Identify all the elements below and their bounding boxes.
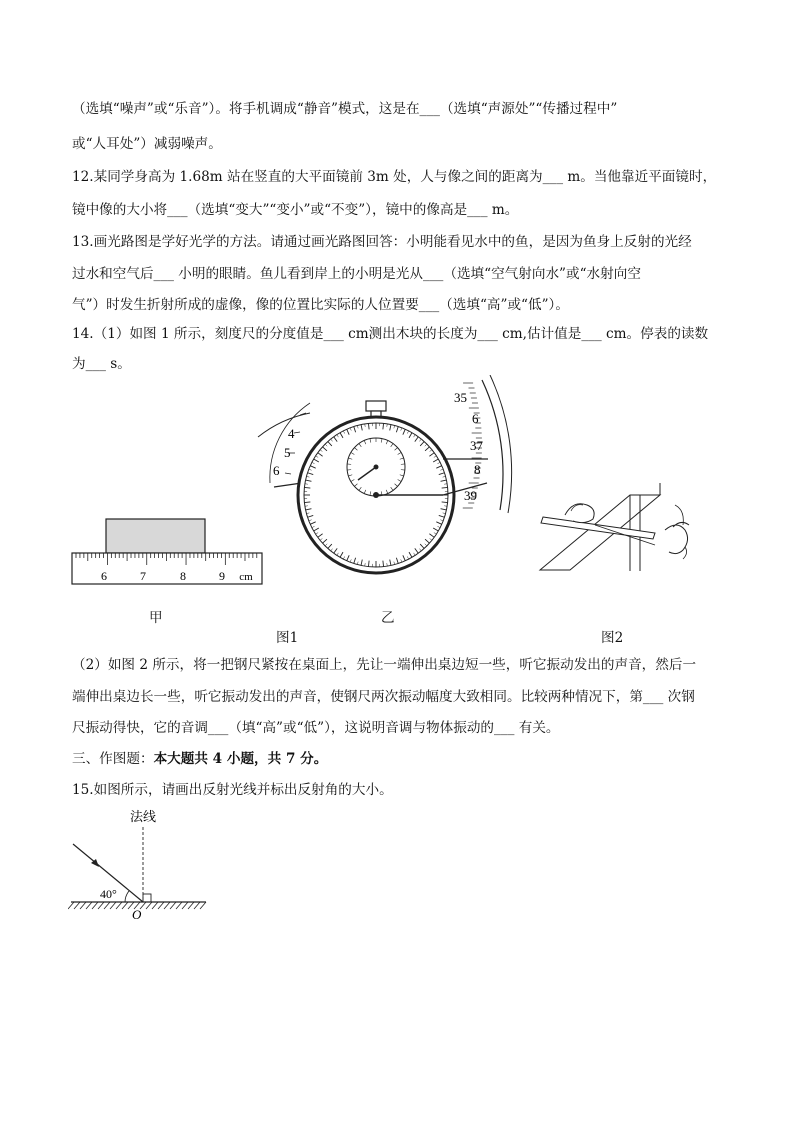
angle-label: 40° [100, 887, 117, 901]
ruler-figure [70, 515, 265, 590]
right-angle-mark [143, 894, 151, 902]
small-dial-zoom-arc [258, 413, 310, 437]
steel-ruler [541, 517, 655, 539]
left-hand [565, 504, 594, 523]
section-3-prefix: 三、作图题： [72, 751, 154, 767]
question-12-line1: 12.某同学身高为 1.68m 站在竖直的大平面镜前 3m 处，人与像之间的距离为___ m。当他靠近平面镜时， [72, 169, 717, 185]
question-13-line2: 过水和空气后___ 小明的眼睛。鱼儿看到岸上的小明是光从___（选填“空气射向水”或“水射向空 [72, 266, 641, 282]
figure2-caption: 图2 [601, 630, 624, 646]
large-dial-label-35: 35 [454, 390, 467, 405]
large-dial-label-8: 8 [474, 462, 481, 477]
angle-arc [125, 891, 129, 902]
question-12-line2: 镜中像的大小将___（选填“变大”“变小”或“不变”），镜中的像高是___ m。 [72, 202, 519, 218]
text-line-q11-cont: （选填“噪声”或“乐音”）。将手机调成“静音”模式，这是在___（选填“声源处”“传播过程中” [72, 101, 618, 117]
wooden-block [106, 519, 205, 553]
large-dial-label-37: 37 [470, 438, 483, 453]
small-dial-label-4: 4 [288, 426, 295, 441]
small-dial-label-5: 5 [284, 445, 291, 460]
question-13-line1: 13.画光路图是学好光学的方法。请通过画光路图回答：小明能看见水中的鱼，是因为鱼身上反射的光经 [72, 234, 692, 250]
figure1-label-jia: 甲 [149, 610, 163, 626]
question-14-2-line3: 尺振动得快，它的音调___（填“高”或“低”），这说明音调与物体振动的___ 有关。 [72, 720, 560, 736]
right-hand [665, 522, 689, 553]
figure1-label-yi: 乙 [381, 610, 395, 626]
small-dial-label-6: 6 [273, 463, 280, 478]
figure1-caption: 图1 [276, 630, 299, 646]
ruler-label-7: 7 [140, 569, 146, 583]
ruler-unit-cm: cm [239, 571, 253, 583]
ruler-label-6: 6 [101, 569, 107, 583]
section-3-heading [72, 750, 327, 768]
large-dial-label-6: 6 [472, 411, 479, 426]
ruler-label-9: 9 [219, 569, 225, 583]
question-14-line2: 为___ s。 [72, 356, 131, 372]
stopwatch-crown [366, 401, 386, 411]
point-o-label: O [132, 907, 142, 922]
question-14-line1: 14.（1）如图 1 所示，刻度尺的分度值是___ cm测出木块的长度为___ cm,估计值是___ cm。停表的读数 [72, 326, 709, 342]
question-15-line1: 15.如图所示，请画出反射光线并标出反射角的大小。 [72, 782, 393, 798]
question-14-2-line2: 端伸出桌边长一些，听它振动发出的声音，使钢尺两次振动幅度大致相同。比较两种情况下，第___ 次钢 [72, 689, 695, 705]
steel-ruler-figure [535, 475, 715, 575]
question-14-2-line1: （2）如图 2 所示，将一把钢尺紧按在桌面上，先让一端伸出桌边短一些，听它振动发出的声音，然后一 [72, 657, 697, 673]
large-dial-label-39: 39 [464, 488, 477, 503]
reflection-figure [68, 805, 213, 935]
question-13-line3: 气”）时发生折射所成的虚像，像的位置比实际的人位置要___（选填“高”或“低”）。 [72, 297, 569, 313]
normal-label: 法线 [130, 809, 157, 824]
text-line-q11-end: 或“人耳处”）减弱噪声。 [72, 136, 222, 152]
section-3-bold: 本大题共 4 小题，共 7 分。 [153, 751, 328, 767]
ruler-label-8: 8 [180, 569, 186, 583]
stopwatch-figure [250, 375, 515, 585]
